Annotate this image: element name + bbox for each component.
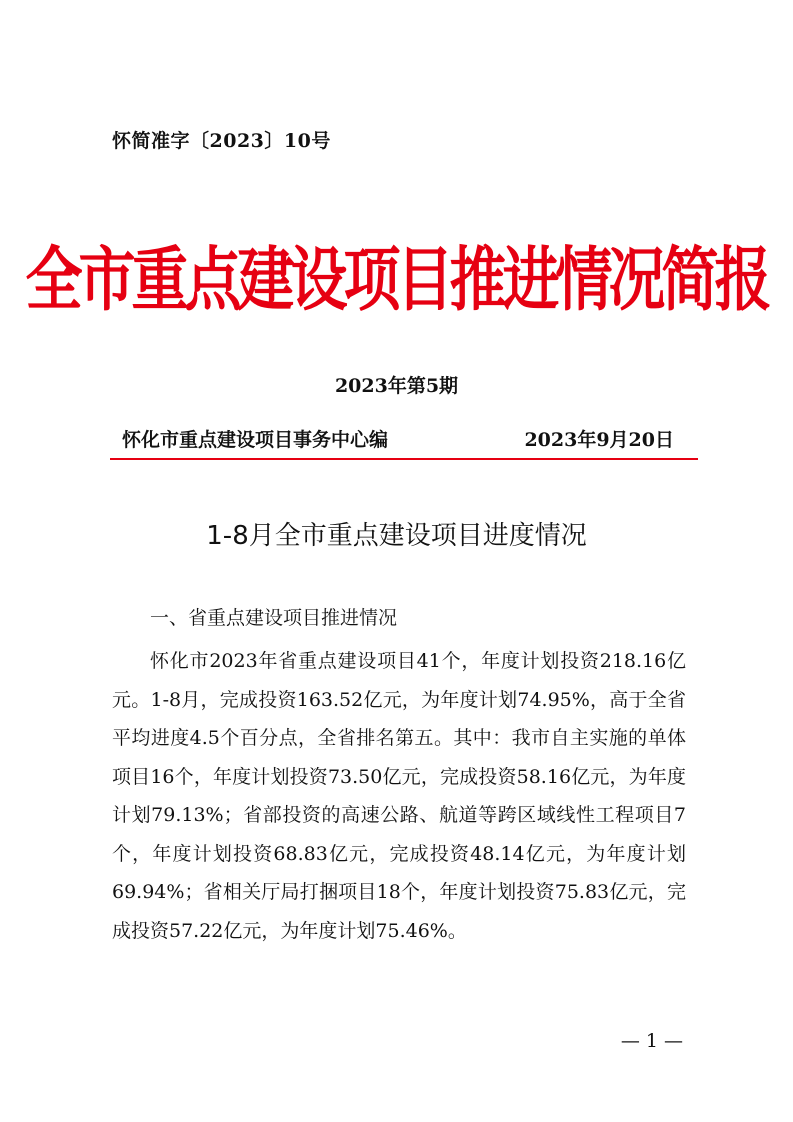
masthead-title: 全市重点建设项目推进情况简报 — [25, 239, 768, 321]
body-paragraph: 怀化市2023年省重点建设项目41个，年度计划投资218.16亿元。1-8月，完成投资163.52亿元，为年度计划74.95%，高于全省平均进度4.5个百分点，全省排名第五。其中：我市自主实施的单体项目16个，年度计划投资73.50亿元，完成投资58.16亿元，为年度计划79.13%；省部投资的高速公路、航道等跨区域线性工程项目7个，年度计划投资68.83亿元，完成投资48.14亿元，为年度计划69.94%；省相关厅局打捆项目18个，年度计划投资75.83亿元，完成投资57.22亿元，为年度计划75.46%。 — [112, 650, 686, 942]
issue-date: 2023年9月20日 — [524, 429, 674, 451]
section-heading: 一、省重点建设项目推进情况 — [150, 607, 398, 629]
red-divider-line — [110, 458, 698, 460]
issuer-name: 怀化市重点建设项目事务中心编 — [122, 429, 389, 451]
document-number: 怀简准字〔2023〕10号 — [112, 130, 331, 152]
issue-number: 2023年第5期 — [334, 375, 459, 397]
article-title: 1-8月全市重点建设项目进度情况 — [206, 521, 587, 551]
page-number: — 1 — — [620, 1030, 683, 1052]
